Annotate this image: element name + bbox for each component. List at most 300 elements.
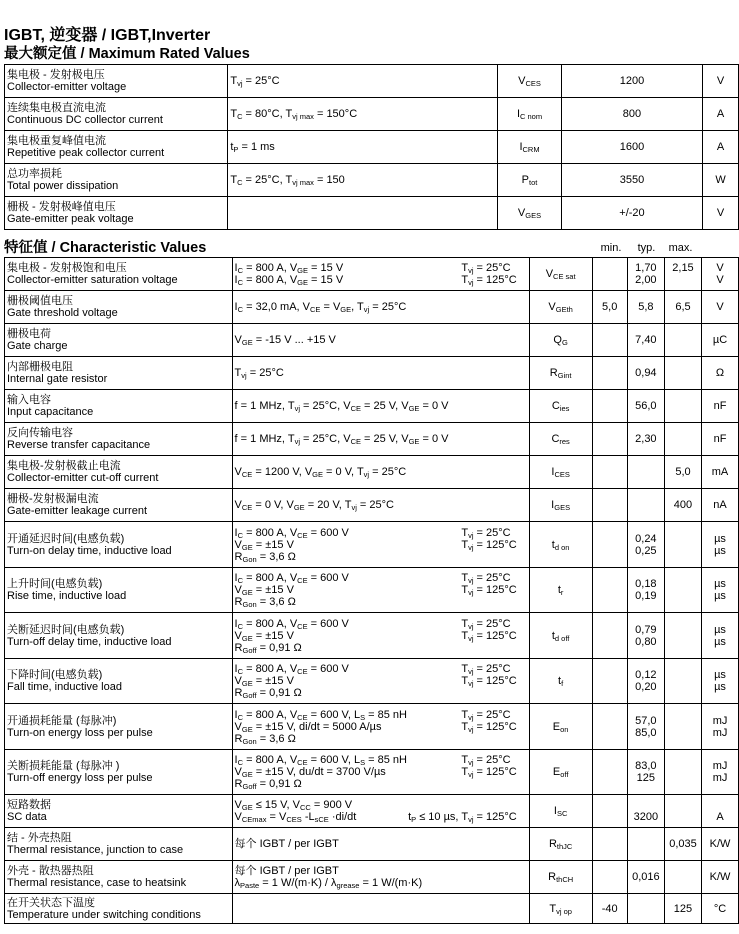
symbol-cell: $t_{d on}$ <box>529 522 592 568</box>
min-cell <box>592 750 627 795</box>
parameter-cn: 外壳 - 散热器热阻 <box>7 865 94 877</box>
condition-right <box>517 865 527 889</box>
typ-value <box>630 799 662 811</box>
condition-left <box>235 572 349 608</box>
char-row <box>5 861 739 894</box>
unit-value: mJ <box>712 772 728 784</box>
typ-cell <box>627 390 664 423</box>
condition-cell <box>232 795 529 828</box>
min-cell <box>592 861 627 894</box>
unit-value: mJ <box>712 726 728 739</box>
max-cell <box>664 894 701 924</box>
parameter-en: Rise time, inductive load <box>7 590 127 602</box>
max-value: 0,035 <box>669 838 697 850</box>
symbol-cell: $V_{CE sat}$ <box>529 258 592 291</box>
parameter-cell <box>5 795 233 828</box>
condition-cell <box>232 659 529 704</box>
unit-cell <box>702 522 739 568</box>
condition-left <box>235 903 238 915</box>
parameter-cn: 结 - 外壳热阻 <box>7 832 72 844</box>
char-row <box>5 795 739 828</box>
temperature-line: $T_{vj} = 125^\circ C$ <box>461 274 517 287</box>
max-cell <box>664 489 701 522</box>
condition-right <box>517 400 527 412</box>
typ-value: 57,0 <box>635 714 657 727</box>
value-cell: 1600 <box>561 131 702 164</box>
temperature-line <box>408 799 517 811</box>
typ-value: 0,25 <box>635 544 657 557</box>
condition-left <box>235 367 284 379</box>
char-row <box>5 258 739 291</box>
parameter-cell <box>5 704 233 750</box>
max-cell <box>664 750 701 795</box>
condition-wrap <box>235 799 527 823</box>
max-cell <box>664 659 701 704</box>
max-cell <box>664 522 701 568</box>
condition-line: $\lambda_{Paste} = 1$ $W/(m\cdot K) / \lambda_{grease} = 1$ W/(m·K) <box>234 877 423 890</box>
parameter-cn: 输入电容 <box>7 394 51 406</box>
temperature-line: $T_{vj} = 25^\circ C$ <box>461 754 511 767</box>
unit-cell <box>702 357 739 390</box>
column-headers <box>0 242 739 256</box>
typ-cell <box>627 522 664 568</box>
condition-line: $V_{GE} = -15$ V ... +15 V <box>234 334 336 347</box>
char-row <box>5 489 739 522</box>
condition-line: $R_{Goff} = 0,91$ Ω <box>234 641 302 655</box>
condition-left <box>235 433 449 445</box>
symbol-cell: $Q_G$ <box>529 324 592 357</box>
max-cell <box>664 613 701 659</box>
parameter-en: Gate-emitter leakage current <box>7 505 148 517</box>
condition-wrap <box>235 572 527 608</box>
typ-cell <box>627 423 664 456</box>
max-section-title: 最大额定值 / Maximum Rated Values <box>4 46 250 62</box>
unit-cell <box>702 258 739 291</box>
unit-value: nA <box>713 499 727 511</box>
condition-line: $R_{Gon} = 3,6$ Ω <box>234 732 296 746</box>
condition-right <box>517 433 527 445</box>
min-value: -40 <box>601 902 618 915</box>
typ-value: 0,20 <box>635 681 657 693</box>
typ-cell <box>627 828 664 861</box>
temperature-line: $T_{vj} = 25^\circ C$ <box>461 663 511 676</box>
condition-line: $I_C = 800$ A, $V_{CE} = 600$ V <box>234 663 349 676</box>
condition-cell <box>232 750 529 795</box>
condition-line: $V_{CE} = 0$ V, $V_{GE} = 20$ V, $T_{vj} = 25^\circ C$ <box>234 499 394 512</box>
condition-line: $V_{GE} = \pm 15$ V, di/dt = 5000 A/µs <box>234 720 382 734</box>
max-cell <box>664 568 701 613</box>
symbol-cell: $I_{GES}$ <box>529 489 592 522</box>
max-value <box>667 274 699 286</box>
condition-line: $I_C = 800$ A, $V_{CE} = 600$ V <box>234 526 349 540</box>
typ-value: 56,0 <box>635 400 657 412</box>
unit-value: µC <box>712 334 728 346</box>
condition-wrap <box>235 754 527 790</box>
unit-cell: A <box>703 131 739 164</box>
unit-cell <box>702 456 739 489</box>
parameter-cn: 栅极-发射极漏电流 <box>7 493 99 505</box>
parameter-en: Thermal resistance, junction to case <box>7 844 184 856</box>
unit-value: nF <box>713 400 727 412</box>
condition-left <box>235 799 357 823</box>
parameter-en: Gate threshold voltage <box>7 307 118 319</box>
condition-wrap <box>235 838 527 850</box>
max-row <box>5 98 739 131</box>
condition-wrap <box>235 709 527 745</box>
condition-left <box>235 754 407 790</box>
unit-cell <box>702 324 739 357</box>
condition-left <box>235 663 349 699</box>
condition-cell <box>232 568 529 613</box>
condition-wrap <box>235 663 527 699</box>
unit-value: µs <box>714 669 726 681</box>
parameter-en: Continuous DC collector current <box>7 114 163 126</box>
min-cell <box>592 258 627 291</box>
parameter-cell <box>5 291 233 324</box>
typ-cell <box>627 894 664 924</box>
condition-left <box>235 838 339 850</box>
temperature-line: $T_{vj} = 125^\circ C$ <box>461 538 517 552</box>
max-cell <box>664 423 701 456</box>
condition-cell <box>232 861 529 894</box>
symbol-cell: $V_{CES}$ <box>498 65 561 98</box>
parameter-en: Turn-on delay time, inductive load <box>7 544 172 557</box>
max-cell <box>664 291 701 324</box>
min-cell <box>592 704 627 750</box>
min-cell <box>592 568 627 613</box>
unit-cell <box>702 568 739 613</box>
condition-left <box>235 709 407 745</box>
max-cell <box>664 795 701 828</box>
parameter-cn: 开通延迟时间(电感负载) <box>7 532 125 545</box>
condition-left <box>235 618 349 654</box>
condition-cell <box>232 390 529 423</box>
symbol-cell: $I_{CRM}$ <box>498 131 561 164</box>
condition-wrap <box>235 262 527 286</box>
unit-value: µs <box>714 623 726 636</box>
unit-value: µs <box>714 590 726 602</box>
typ-value: 83,0 <box>635 760 657 772</box>
max-cell <box>664 704 701 750</box>
condition-wrap <box>235 301 527 313</box>
typ-value: 1,70 <box>635 262 657 274</box>
condition-right <box>461 709 526 745</box>
unit-cell <box>702 291 739 324</box>
symbol-cell: $E_{off}$ <box>529 750 592 795</box>
max-row <box>5 197 739 230</box>
parameter-cn: 集电极 - 发射极电压 <box>7 69 105 81</box>
typ-value: 7,40 <box>635 334 657 346</box>
condition-right <box>408 799 527 823</box>
condition-line: $I_C = 800$ A, $V_{GE} = 15$ V <box>234 274 344 287</box>
parameter-cell <box>5 324 233 357</box>
temperature-line: $t_P \le 10$ µs, $T_{vj} = 125^\circ C$ <box>408 811 517 824</box>
char-row <box>5 704 739 750</box>
typ-cell <box>627 568 664 613</box>
condition-right <box>517 903 527 915</box>
typ-value: 2,00 <box>635 274 657 286</box>
symbol-cell: $R_{Gint}$ <box>529 357 592 390</box>
unit-cell: W <box>703 164 739 197</box>
parameter-cell <box>5 750 233 795</box>
unit-cell: A <box>703 98 739 131</box>
unit-value: mA <box>711 466 729 478</box>
condition-left <box>235 301 407 313</box>
condition-cell: $t_P = 1$ ms <box>228 131 498 164</box>
typ-value: 0,18 <box>635 578 657 590</box>
condition-right <box>461 663 526 699</box>
char-row <box>5 522 739 568</box>
max-value: 5,0 <box>675 466 691 478</box>
condition-right <box>461 618 526 654</box>
page-title: IGBT, 逆变器 / IGBT,Inverter <box>4 27 211 44</box>
parameter-cn: 栅极电荷 <box>7 328 51 340</box>
unit-value: V <box>716 301 724 313</box>
condition-cell <box>232 489 529 522</box>
min-cell <box>592 522 627 568</box>
max-ratings-table <box>4 64 739 230</box>
typ-value: 125 <box>636 772 656 784</box>
parameter-en: Fall time, inductive load <box>7 681 122 693</box>
condition-cell <box>232 704 529 750</box>
unit-cell: V <box>703 65 739 98</box>
typ-cell <box>627 489 664 522</box>
parameter-cn: 下降时间(电感负载) <box>7 669 103 681</box>
typ-value: 2,30 <box>635 433 657 445</box>
parameter-cn: 栅极 - 发射极峰值电压 <box>7 201 116 213</box>
parameter-cell <box>5 164 228 197</box>
parameter-en: Repetitive peak collector current <box>7 147 165 159</box>
parameter-en: Turn-on energy loss per pulse <box>7 726 153 739</box>
condition-wrap <box>235 499 527 511</box>
unit-cell <box>702 795 739 828</box>
unit-cell <box>702 828 739 861</box>
condition-cell <box>232 357 529 390</box>
parameter-cn: 集电极-发射极截止电流 <box>7 460 121 472</box>
typ-value: 0,19 <box>635 590 657 602</box>
typ-cell <box>627 291 664 324</box>
condition-line: $I_C = 800$ A, $V_{CE} = 600$ V <box>234 572 349 585</box>
condition-left <box>235 865 423 889</box>
max-row <box>5 65 739 98</box>
parameter-en: Gate-emitter peak voltage <box>7 213 134 225</box>
condition-line: $R_{Goff} = 0,91$ Ω <box>234 778 302 791</box>
condition-line: $I_C = 32,0$ mA, $V_{CE} = V_{GE}$, $T_{vj} = 25^\circ C$ <box>234 301 407 314</box>
char-row <box>5 456 739 489</box>
condition-cell <box>232 258 529 291</box>
unit-value: K/W <box>709 871 731 883</box>
typ-value: 0,80 <box>635 635 657 648</box>
condition-left <box>235 262 344 286</box>
condition-cell <box>232 423 529 456</box>
char-row <box>5 613 739 659</box>
min-cell <box>592 659 627 704</box>
header-min: min. <box>600 242 622 254</box>
unit-value: V <box>716 274 724 286</box>
max-row <box>5 164 739 197</box>
parameter-cell <box>5 258 233 291</box>
unit-cell <box>702 750 739 795</box>
condition-cell <box>228 197 498 230</box>
condition-line: $V_{CEmax} = V_{CES}$ $-L_{sCE} \cdot di/dt$ <box>234 811 357 824</box>
parameter-cn: 上升时间(电感负载) <box>7 578 103 590</box>
condition-line: $V_{GE} = \pm 15$ V <box>234 584 294 597</box>
min-cell <box>592 456 627 489</box>
max-cell <box>664 456 701 489</box>
temperature-line: $T_{vj} = 25^\circ C$ <box>461 526 511 540</box>
condition-line: $R_{Goff} = 0,91$ Ω <box>234 687 302 700</box>
min-cell <box>592 357 627 390</box>
unit-cell <box>702 704 739 750</box>
symbol-cell: $R_{thCH}$ <box>529 861 592 894</box>
temperature-line: $T_{vj} = 125^\circ C$ <box>461 629 517 643</box>
unit-value: nF <box>713 433 727 445</box>
temperature-line: $T_{vj} = 25^\circ C$ <box>461 708 511 722</box>
parameter-cell <box>5 65 228 98</box>
unit-value: µs <box>714 578 726 590</box>
condition-line: $V_{GE} = \pm 15$ V <box>234 629 294 643</box>
condition-line: f = 1 MHz, $T_{vj} = 25^\circ C$, $V_{CE} = 25$ V, $V_{GE} = 0$ V <box>234 433 449 446</box>
condition-line: $R_{Gon} = 3,6$ Ω <box>234 596 296 609</box>
parameter-cell <box>5 390 233 423</box>
condition-cell <box>232 894 529 924</box>
parameter-en: Collector-emitter saturation voltage <box>7 274 178 286</box>
char-row <box>5 423 739 456</box>
max-cell <box>664 357 701 390</box>
characteristic-table <box>4 257 739 924</box>
unit-value: V <box>716 262 724 274</box>
unit-value: µs <box>714 532 726 545</box>
typ-cell <box>627 613 664 659</box>
min-cell <box>592 828 627 861</box>
char-row <box>5 390 739 423</box>
parameter-en: Gate charge <box>7 340 68 352</box>
unit-value <box>704 799 736 811</box>
unit-value: µs <box>714 681 726 693</box>
max-cell <box>664 258 701 291</box>
char-row <box>5 357 739 390</box>
parameter-cn: 关断延迟时间(电感负载) <box>7 623 125 636</box>
condition-line: $V_{GE} \le 15$ V, $V_{CC} = 900$ V <box>234 799 353 812</box>
unit-cell <box>702 659 739 704</box>
unit-value: °C <box>713 902 727 915</box>
value-cell: +/-20 <box>561 197 702 230</box>
parameter-cell <box>5 357 233 390</box>
condition-line: $T_{vj} = 25^\circ C$ <box>234 367 284 380</box>
parameter-cn: 集电极重复峰值电流 <box>7 135 106 147</box>
typ-value: 3200 <box>633 811 659 823</box>
parameter-cn: 关断损耗能量 (每脉冲 ) <box>7 760 120 772</box>
condition-left <box>235 527 349 563</box>
condition-left <box>235 466 407 478</box>
typ-cell <box>627 861 664 894</box>
max-cell <box>664 828 701 861</box>
condition-wrap <box>235 334 527 346</box>
typ-value: 85,0 <box>635 726 657 739</box>
min-cell <box>592 613 627 659</box>
char-row <box>5 828 739 861</box>
unit-cell: V <box>703 197 739 230</box>
condition-wrap <box>235 903 527 915</box>
parameter-cell <box>5 98 228 131</box>
min-cell <box>592 423 627 456</box>
unit-value: µs <box>714 544 726 557</box>
unit-value: A <box>716 811 724 823</box>
condition-left <box>235 499 394 511</box>
min-cell <box>592 390 627 423</box>
char-row <box>5 750 739 795</box>
condition-line <box>235 903 238 915</box>
condition-line: $V_{CE} = 1200$ V, $V_{GE} = 0$ V, $T_{vj} = 25^\circ C$ <box>234 466 407 479</box>
parameter-en: Internal gate resistor <box>7 373 108 385</box>
parameter-cn: 栅极阈值电压 <box>7 295 73 307</box>
parameter-cell <box>5 197 228 230</box>
max-value: 400 <box>673 499 693 511</box>
char-row <box>5 568 739 613</box>
condition-line: $V_{GE} = \pm 15$ V <box>234 538 294 552</box>
typ-cell <box>627 258 664 291</box>
unit-cell <box>702 489 739 522</box>
symbol-cell: $C_{ies}$ <box>529 390 592 423</box>
min-cell <box>592 324 627 357</box>
parameter-en: Thermal resistance, case to heatsink <box>7 877 187 889</box>
max-value: 2,15 <box>672 262 694 274</box>
parameter-en: Collector-emitter voltage <box>7 81 127 93</box>
header-max: max. <box>668 242 693 254</box>
max-value: 125 <box>673 902 693 915</box>
parameter-cn: 内部栅极电阻 <box>7 361 73 373</box>
typ-cell <box>627 750 664 795</box>
condition-left <box>235 334 336 346</box>
parameter-cell <box>5 456 233 489</box>
condition-wrap <box>235 367 527 379</box>
min-cell <box>592 894 627 924</box>
parameter-cn: 反向传输电容 <box>7 427 73 439</box>
symbol-cell: $V_{GEth}$ <box>529 291 592 324</box>
condition-wrap <box>235 433 527 445</box>
unit-value: K/W <box>709 838 731 850</box>
condition-cell: $T_C = 80^\circ C$, $T_{vj max} = 150^\circ C$ <box>228 98 498 131</box>
parameter-en: Turn-off energy loss per pulse <box>7 772 153 784</box>
condition-wrap <box>235 466 527 478</box>
min-cell <box>592 489 627 522</box>
unit-cell <box>702 894 739 924</box>
typ-value: 0,12 <box>635 669 657 681</box>
temperature-line: $T_{vj} = 125^\circ C$ <box>461 584 517 597</box>
parameter-cn: 短路数据 <box>7 799 51 811</box>
parameter-en: Total power dissipation <box>7 180 119 192</box>
parameter-en: Input capacitance <box>7 406 94 418</box>
parameter-en: Temperature under switching conditions <box>7 908 201 921</box>
typ-cell <box>627 324 664 357</box>
condition-right <box>461 262 526 286</box>
parameter-cell <box>5 423 233 456</box>
condition-right <box>517 466 527 478</box>
condition-cell: $T_C = 25^\circ C$, $T_{vj max} = 150$ <box>228 164 498 197</box>
parameter-en: Turn-off delay time, inductive load <box>7 635 172 648</box>
condition-line: $I_C = 800$ A, $V_{CE} = 600$ V <box>234 617 349 631</box>
typ-cell <box>627 456 664 489</box>
parameter-cn: 在开关状态下温度 <box>7 896 95 909</box>
unit-value: mJ <box>712 714 728 727</box>
temperature-line: $T_{vj} = 25^\circ C$ <box>461 262 511 275</box>
temperature-line: $T_{vj} = 25^\circ C$ <box>461 572 511 585</box>
condition-right <box>517 367 527 379</box>
temperature-line: $T_{vj} = 125^\circ C$ <box>461 675 517 688</box>
symbol-cell: $I_{SC}$ <box>529 795 592 828</box>
parameter-cn: 连续集电极直流电流 <box>7 102 106 114</box>
parameter-cell <box>5 659 233 704</box>
